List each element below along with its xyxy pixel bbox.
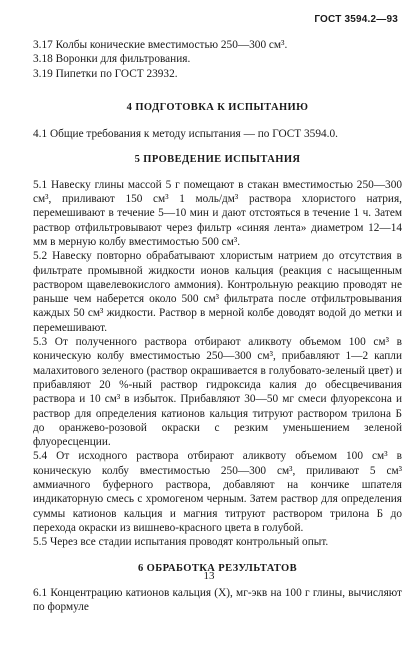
paragraph-5-2: 5.2 Навеску повторно обрабатывают хлористым натрием до отсутствия в фильтрате промывной жидкости ионов кальция (реакция с насыщенным раствором щавелевокислого аммония). Контрольную реакцию проводят не раньше чем наберется около 500 см³ фильтрата после отфильтровывания каждых 50 см³ жидкости. Раствор в мерной колбе доводят водой до метки и перемешивают.: [33, 250, 402, 334]
paragraph-5-3: 5.3 От полученного раствора отбирают аликвоту объемом 100 см³ в коническую колбу вместимостью 250—300 см³, прибавляют 1—2 капли малахитового зеленого (раствор окрашивается в голубовато-зеленый цвет) и прибавляют 20 %-ный раствор гидроксида калия до обесцвечивания раствора и 10 см³ в избыток. Прибавляют 30—50 мг смеси флуорексона и раствор для определения катионов кальция титруют раствором трилона Б до оранжево-розовой окраски с резким уменьшением зеленой флуоресценции.: [33, 336, 402, 449]
paragraph-5-5: 5.5 Через все стадии испытания проводят контрольный опыт.: [33, 536, 329, 549]
page-number: 13: [203, 570, 215, 582]
list-item-3-19: 3.19 Пипетки по ГОСТ 23932.: [33, 67, 178, 80]
document-body: [33, 38, 402, 614]
section-4-heading: 4 ПОДГОТОВКА К ИСПЫТАНИЮ: [126, 101, 309, 113]
paragraph-6-1: 6.1 Концентрацию катионов кальция (X), мг-экв на 100 г глины, вычисляют по формуле: [33, 586, 402, 614]
list-item-3-18: 3.18 Воронки для фильтрования.: [33, 53, 191, 66]
section-5-heading: 5 ПРОВЕДЕНИЕ ИСПЫТАНИЯ: [134, 154, 301, 166]
paragraph-5-1: 5.1 Навеску глины массой 5 г помещают в стакан вместимостью 250—300 см³, приливают 150 см³ 1 моль/дм³ раствора хлористого натрия, перемешивают в течение 5—10 мин и дают отстояться в течение 1 ч. Затем раствор отфильтровывают через фильтр «синяя лента» диаметром 12—14 мм в мерную колбу вместимостью 500 см³.: [33, 178, 402, 248]
paragraph-5-4: 5.4 От исходного раствора отбирают аликвоту объемом 100 см³ в коническую колбу вместимостью 250—300 см³, приливают 5 см³ аммиачного буферного раствора, добавляют на кончике шпателя индикаторную смесь с хромогеном черным. Затем раствор для определения суммы катионов кальция и магния титруют раствором трилона Б до перехода окраски из вишнево-красного цвета в голубой.: [33, 450, 402, 534]
list-item-3-17: 3.17 Колбы конические вместимостью 250—300 см³.: [33, 39, 288, 51]
section-6-heading: 6 ОБРАБОТКА РЕЗУЛЬТАТОВ: [138, 562, 297, 574]
paragraph-4-1: 4.1 Общие требования к методу испытания — по ГОСТ 3594.0.: [33, 128, 338, 141]
standard-code-header: ГОСТ 3594.2—93: [314, 14, 398, 25]
